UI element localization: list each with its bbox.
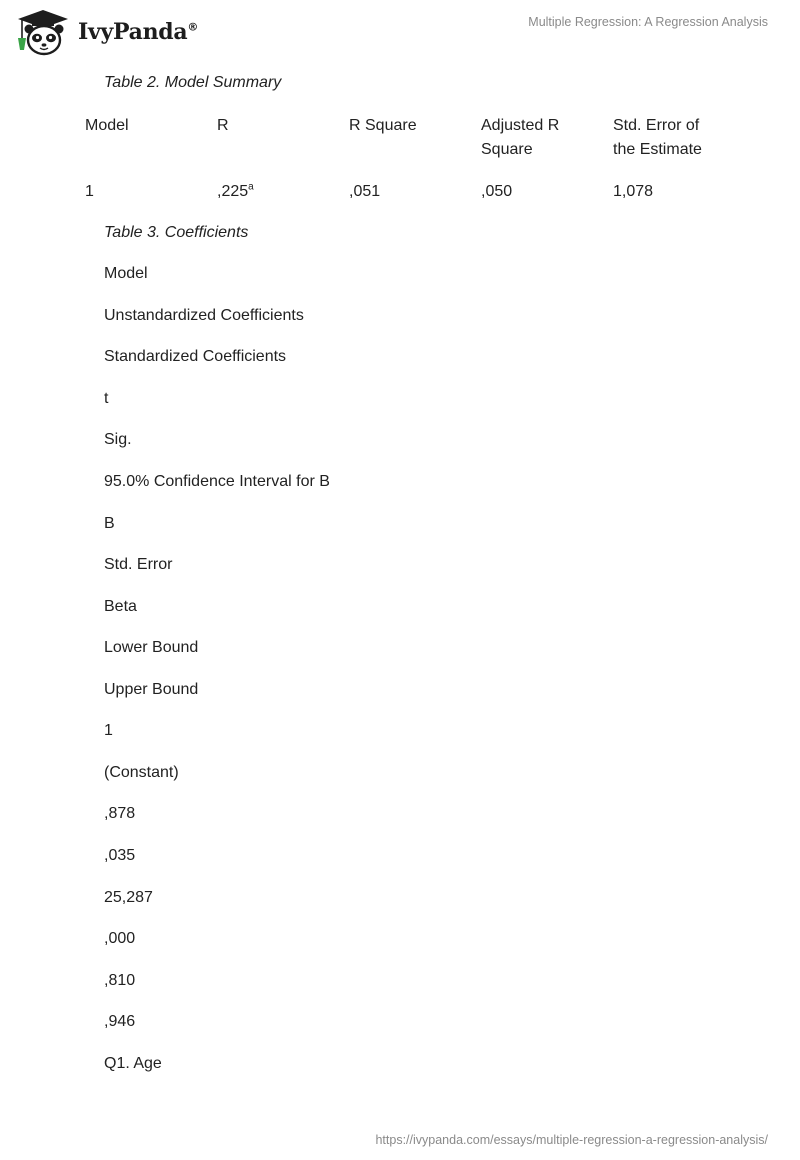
coeff-line: ,810 xyxy=(104,972,136,989)
cell-r: ,225$^a$ xyxy=(217,181,254,200)
table2-caption: Table 2. Model Summary xyxy=(104,74,282,91)
coeff-line: B xyxy=(104,515,115,532)
coeff-line: 25,287 xyxy=(104,889,153,906)
table-row xyxy=(85,162,745,204)
coeff-line: Beta xyxy=(104,598,137,615)
registered-mark: ® xyxy=(187,20,199,34)
cell-model: 1 xyxy=(85,183,94,200)
cell-adj-r-square: ,050 xyxy=(481,183,513,200)
footnote-marker: a xyxy=(248,181,254,193)
coeff-line: Lower Bound xyxy=(104,639,199,656)
coeff-line: ,946 xyxy=(104,1013,136,1030)
coeff-line: Sig. xyxy=(104,431,132,448)
model-summary-table xyxy=(85,114,745,204)
coeff-line: 1 xyxy=(104,722,113,739)
source-url-link[interactable]: https://ivypanda.com/essays/multiple-regression-a-regression-analysis/ xyxy=(375,1133,768,1147)
coeff-line: ,000 xyxy=(104,930,136,947)
coeff-line: Upper Bound xyxy=(104,681,199,698)
coeff-line: t xyxy=(104,390,109,407)
coeff-line: Std. Error xyxy=(104,556,173,573)
table3-caption: Table 3. Coefficients xyxy=(104,224,249,241)
coeff-line: 95.0% Confidence Interval for B xyxy=(104,473,330,490)
coeff-line: Model xyxy=(104,265,148,282)
page-header xyxy=(0,0,800,64)
coeff-line: Unstandardized Coefficients xyxy=(104,307,304,324)
cell-r-square: ,051 xyxy=(349,183,381,200)
coeff-line: Standardized Coefficients xyxy=(104,348,287,365)
header-std-error: Std. Error of the Estimate xyxy=(613,117,702,158)
coeff-line: ,878 xyxy=(104,805,136,822)
header-adjusted-r-square: Adjusted R Square xyxy=(481,117,560,158)
header-r-square: R Square xyxy=(349,117,417,134)
table-header-row xyxy=(85,114,745,162)
header-model: Model xyxy=(85,117,129,134)
brand-name: IvyPanda® xyxy=(78,19,199,45)
coeff-line: Q1. Age xyxy=(104,1055,162,1072)
brand-logo[interactable] xyxy=(14,8,198,56)
cell-std-error: 1,078 xyxy=(613,183,654,200)
panda-logo-icon xyxy=(14,8,72,56)
document-title: Multiple Regression: A Regression Analysis xyxy=(528,15,768,29)
coeff-line: ,035 xyxy=(104,847,136,864)
coeff-line: (Constant) xyxy=(104,764,179,781)
header-r: R xyxy=(217,117,229,134)
